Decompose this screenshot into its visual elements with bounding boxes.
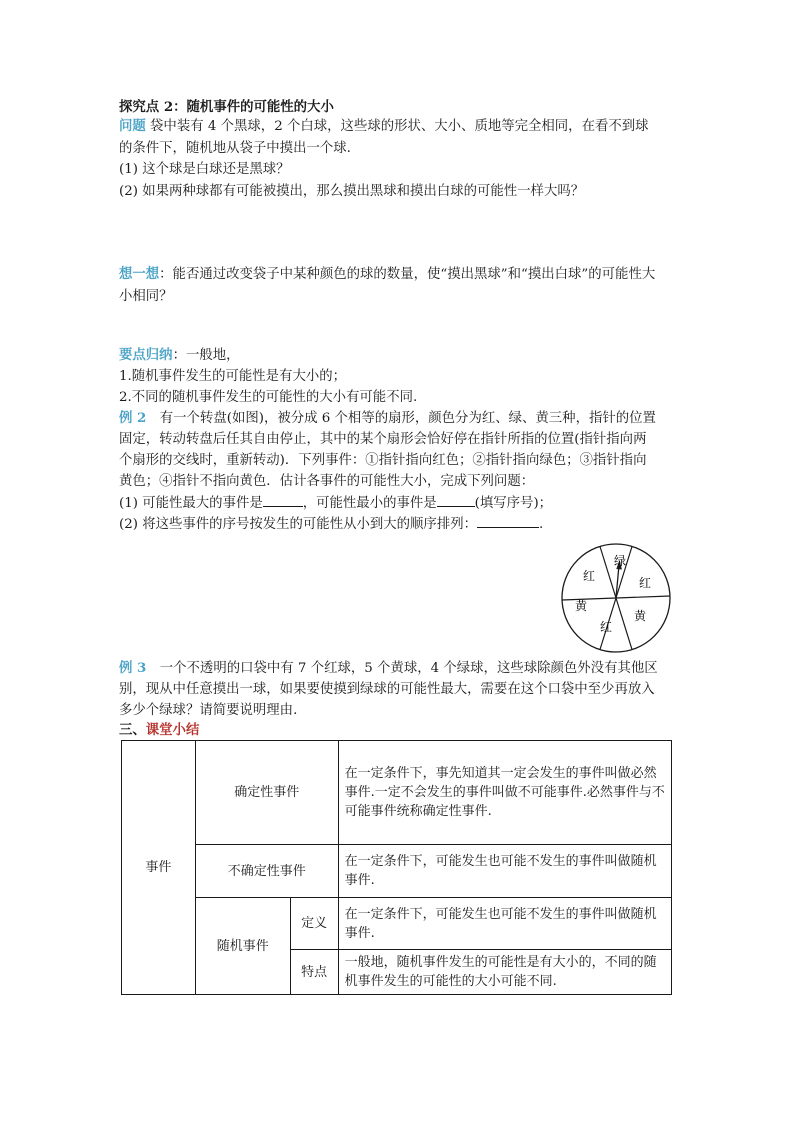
answer-blank[interactable] — [477, 514, 539, 528]
problem-label: 问题 — [119, 118, 146, 134]
example2-question-2: (2) 将这些事件的序号按发生的可能性从小到大的顺序排列： . — [119, 514, 543, 534]
problem-line-1: 问题 袋中装有 4 个黑球，2 个白球，这些球的形状、大小、质地等完全相同，在看不到球 — [119, 118, 649, 134]
answer-blank[interactable] — [437, 493, 475, 507]
cell-event: 事件 — [122, 741, 196, 995]
example2-question-1: (1) 可能性最大的事件是 ，可能性最小的事件是 (填写序号)； — [119, 493, 552, 513]
cell-definition-desc: 在一定条件下，可能发生也可能不发生的事件叫做随机事件. — [338, 898, 671, 950]
problem-question-1: (1) 这个球是白球还是黑球？ — [119, 162, 290, 177]
example3-label: 例 3 — [119, 660, 147, 676]
section-heading: 探究点 2：随机事件的可能性的大小 — [119, 99, 334, 115]
summary-label: 要点归纳 — [119, 347, 173, 363]
cell-random: 随机事件 — [195, 898, 290, 995]
example3-line-3: 多少个绿球？请简要说明理由. — [119, 703, 298, 718]
sector-label: 红 — [582, 569, 596, 583]
sector-label: 黄 — [633, 609, 647, 623]
cell-feature-desc: 一般地，随机事件发生的可能性是有大小的，不同的随机事件发生的可能性的大小可能不同. — [338, 950, 671, 995]
summary-line: 要点归纳：一般地， — [119, 347, 240, 363]
summary-table — [121, 740, 672, 995]
sector-label: 红 — [599, 620, 613, 634]
cell-definition: 定义 — [290, 898, 338, 950]
problem-line-2: 的条件下，随机地从袋子中摸出一个球. — [119, 141, 351, 156]
cell-certain-desc: 在一定条件下，事先知道其一定会发生的事件叫做必然事件.一定不会发生的事件叫做不可能事件.必然事件与不可能事件统称确定性事件. — [338, 741, 671, 845]
example2-line-1: 例 2 有一个转盘(如图)，被分成 6 个相等的扇形，颜色分为红、绿、黄三种，指针的位置 — [119, 410, 656, 426]
example3-line-2: 别，现从中任意摸出一球，如果要使摸到绿球的可能性最大，需要在这个口袋中至少再放入 — [119, 682, 655, 697]
example3-line-1: 例 3 一个不透明的口袋中有 7 个红球，5 个黄球，4 个绿球，这些球除颜色外没有其他区 — [119, 660, 658, 676]
sector-label: 绿 — [613, 554, 627, 568]
sector-label: 红 — [638, 576, 652, 590]
section3-heading: 三、课堂小结 — [119, 722, 200, 738]
cell-certain: 确定性事件 — [195, 741, 338, 845]
cell-uncertain-desc: 在一定条件下，可能发生也可能不发生的事件叫做随机事件. — [338, 845, 671, 898]
spinner-figure — [558, 543, 676, 653]
think-line-2: 小相同？ — [119, 289, 173, 304]
example2-line-2: 固定，转动转盘后任其自由停止，其中的某个扇形会恰好停在指针所指的位置(指针指向两 — [119, 432, 647, 447]
summary-point-1: 1.随机事件发生的可能性是有大小的； — [119, 369, 347, 384]
think-label: 想一想 — [119, 266, 160, 282]
summary-point-2: 2.不同的随机事件发生的可能性的大小有可能不同. — [119, 390, 418, 405]
think-line-1: 想一想：能否通过改变袋子中某种颜色的球的数量，使“摸出黑球”和“摸出白球”的可能性大 — [119, 266, 656, 282]
cell-uncertain: 不确定性事件 — [195, 845, 338, 898]
sector-label: 黄 — [574, 599, 588, 613]
answer-blank[interactable] — [263, 493, 303, 507]
problem-question-2: (2) 如果两种球都有可能被摸出，那么摸出黑球和摸出白球的可能性一样大吗？ — [119, 184, 585, 199]
example2-label: 例 2 — [119, 410, 147, 426]
example2-line-4: 黄色；④指针不指向黄色．估计各事件的可能性大小，完成下列问题： — [119, 474, 535, 489]
example2-line-3: 个扇形的交线时，重新转动)．下列事件：①指针指向红色；②指针指向绿色；③指针指向 — [119, 453, 647, 468]
cell-feature: 特点 — [290, 950, 338, 995]
